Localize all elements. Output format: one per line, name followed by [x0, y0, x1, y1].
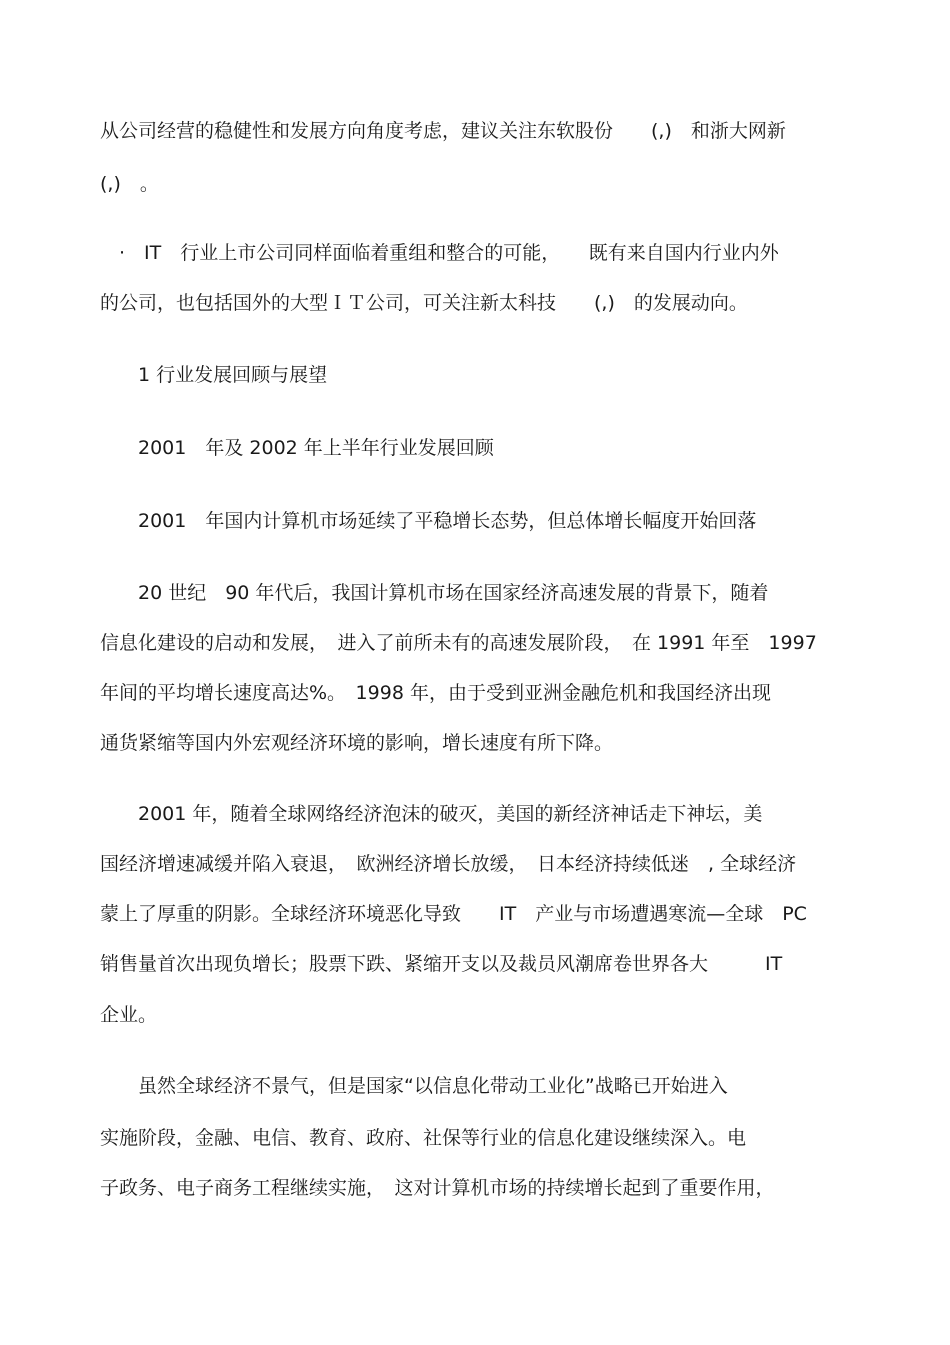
text-line: 20 世纪 90 年代后，我国计算机市场在国家经济高速发展的背景下，随着 — [100, 582, 769, 604]
text-line: 的公司，也包括国外的大型ＩＴ公司，可关注新太科技 (,) 的发展动向。 — [100, 292, 748, 314]
text-line: 信息化建设的启动和发展， 进入了前所未有的高速发展阶段， 在 1991 年至 1997 — [100, 632, 817, 654]
text-line: 2001 年，随着全球网络经济泡沫的破灭，美国的新经济神话走下神坛，美 — [100, 803, 763, 825]
text-line: 子政务、电子商务工程继续实施， 这对计算机市场的持续增长起到了重要作用， — [100, 1177, 775, 1199]
text-line: 蒙上了厚重的阴影。全球经济环境恶化导致 IT 产业与市场遭遇寒流—全球 PC — [100, 903, 807, 925]
section-heading: 1 行业发展回顾与展望 — [100, 364, 328, 386]
subsection-heading: 2001 年及 2002 年上半年行业发展回顾 — [100, 437, 494, 459]
subsection-heading: 2001 年国内计算机市场延续了平稳增长态势，但总体增长幅度开始回落 — [100, 510, 757, 532]
text-line: 通货紧缩等国内外宏观经济环境的影响，增长速度有所下降。 — [100, 732, 614, 754]
text-line: 实施阶段，金融、电信、教育、政府、社保等行业的信息化建设继续深入。电 — [100, 1127, 747, 1149]
text-line: 年间的平均增长速度高达%。 1998 年，由于受到亚洲金融危机和我国经济出现 — [100, 682, 771, 704]
text-line: 销售量首次出现负增长；股票下跌、紧缩开支以及裁员风潮席卷世界各大 IT — [100, 953, 783, 975]
text-line: 国经济增速减缓并陷入衰退， 欧洲经济增长放缓， 日本经济持续低迷 , 全球经济 — [100, 853, 797, 875]
text-line: 从公司经营的稳健性和发展方向角度考虑，建议关注东软股份 (,) 和浙大网新 — [100, 120, 786, 142]
text-line: · IT 行业上市公司同样面临着重组和整合的可能， 既有来自国内行业内外 — [100, 242, 779, 264]
text-line: (,) 。 — [100, 173, 159, 195]
text-line: 虽然全球经济不景气，但是国家“以信息化带动工业化”战略已开始进入 — [100, 1075, 728, 1097]
text-line: 企业。 — [100, 1004, 158, 1026]
